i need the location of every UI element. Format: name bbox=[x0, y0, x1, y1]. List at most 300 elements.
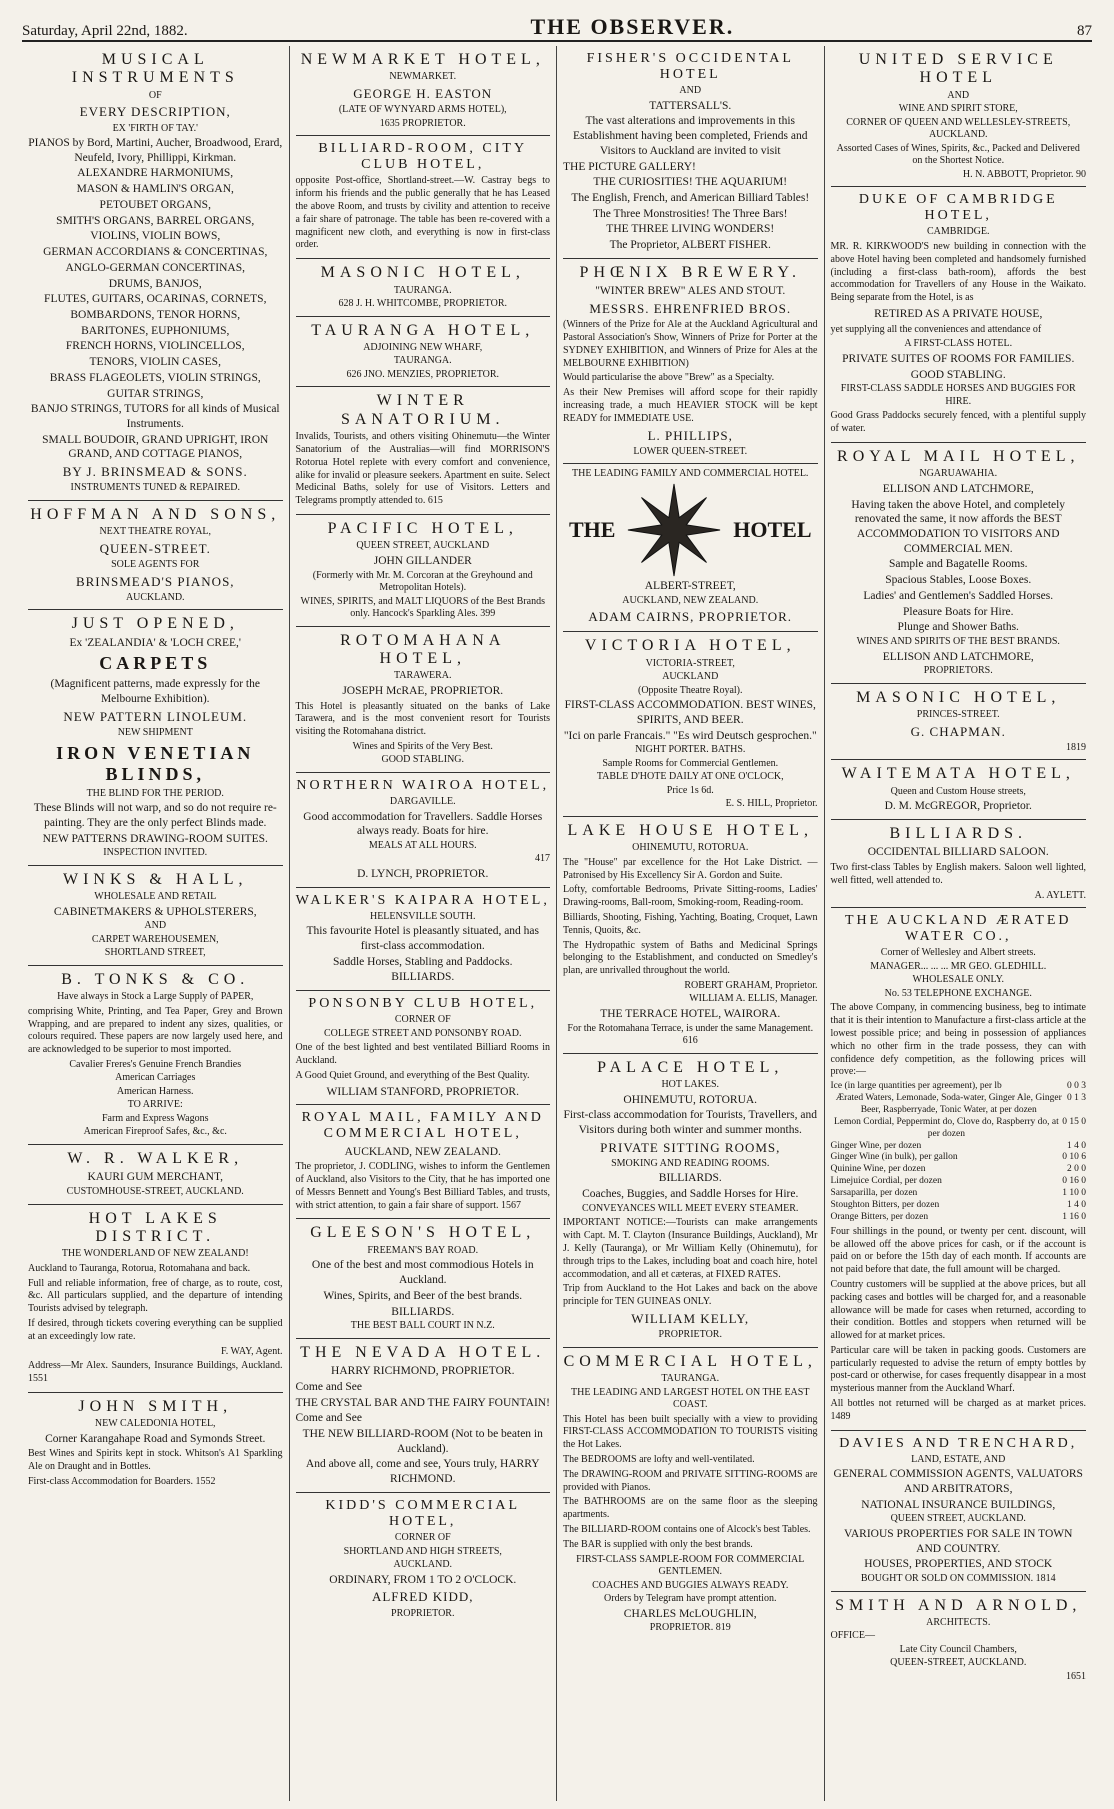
ad-text: HOUSES, PROPERTIES, AND STOCK bbox=[864, 1558, 1053, 1571]
ad-text: L. PHILLIPS, bbox=[647, 427, 733, 443]
ad-text: ELLISON AND LATCHMORE, bbox=[882, 482, 1034, 495]
price-item: Limejuice Cordial, per dozen bbox=[830, 1176, 942, 1187]
ad-text: OHINEMUTU, ROTORUA. bbox=[632, 842, 749, 854]
advertisement bbox=[831, 908, 1087, 1430]
advertisement bbox=[296, 1219, 551, 1338]
advertisement bbox=[563, 1348, 818, 1640]
price-item: Lemon Cordial, Peppermint do, Clove do, Raspberry do, at per dozen bbox=[833, 1116, 1059, 1139]
price-amount: 1 4 0 bbox=[1067, 1140, 1086, 1151]
advertisement bbox=[296, 46, 551, 136]
advertisement bbox=[28, 46, 283, 501]
ad-text: WILLIAM STANFORD, PROPRIETOR. bbox=[326, 1085, 519, 1098]
ad-text: ARCHITECTS. bbox=[926, 1616, 991, 1628]
ad-text: 628 J. H. WHITCOMBE, PROPRIETOR. bbox=[338, 298, 508, 309]
ad-text: Late City Council Chambers, bbox=[899, 1643, 1017, 1655]
ad-text: Come and See bbox=[295, 1380, 362, 1393]
ad-heading: VICTORIA HOTEL, bbox=[584, 637, 796, 655]
ad-text: Ladies' and Gentlemen's Saddled Horses. bbox=[863, 589, 1054, 602]
ad-text: FIRST-CLASS SADDLE HORSES AND BUGGIES FOR HIRE. bbox=[840, 383, 1076, 407]
price-amount: 2 0 0 bbox=[1067, 1164, 1086, 1175]
ad-text: First-class accommodation for Tourists, Travellers, and Visitors during both winter and summer months. bbox=[563, 1109, 818, 1136]
ad-text: PROPRIETORS. bbox=[923, 665, 993, 677]
ad-text: ADJOINING NEW WHARF, bbox=[363, 341, 483, 353]
advertisement bbox=[563, 259, 818, 464]
ad-text: American Harness. bbox=[116, 1085, 194, 1097]
advertisement bbox=[296, 1105, 551, 1219]
ad-text: COLLEGE STREET AND PONSONBY ROAD. bbox=[323, 1027, 522, 1039]
price-item: Stoughton Bitters, per dozen bbox=[830, 1199, 940, 1210]
ad-text: opposite Post-office, Shortland-street.—W. Castray begs to inform his friends and the public generally that he has Leased the above Room, and trusts by civility and attention to receive a fair share of patronage. The table has been re-covered with a magnificent new cloth, and everything is now in first-class order. bbox=[295, 175, 550, 251]
ad-text: A. AYLETT. bbox=[1034, 889, 1086, 901]
ad-text: MANAGER... ... ... MR GEO. GLEDHILL. bbox=[870, 960, 1047, 972]
ad-text: LOWER QUEEN-STREET. bbox=[633, 445, 748, 457]
ad-text: THE PICTURE GALLERY! bbox=[563, 160, 696, 173]
ad-text: Come and See bbox=[295, 1412, 362, 1425]
ad-heading: GLEESON'S HOTEL, bbox=[310, 1224, 536, 1242]
price-item: Sarsaparilla, per dozen bbox=[830, 1188, 918, 1199]
ad-text: 417 bbox=[535, 853, 550, 865]
ad-heading: THE AUCKLAND ÆRATED WATER CO., bbox=[844, 913, 1072, 945]
ad-text: No. 53 TELEPHONE EXCHANGE. bbox=[884, 987, 1032, 999]
price-amount: 1 16 0 bbox=[1062, 1211, 1086, 1222]
ad-text: Have always in Stock a Large Supply of PAPER, bbox=[57, 991, 254, 1003]
emblem-word-left: THE bbox=[569, 516, 616, 542]
advertisement bbox=[831, 760, 1087, 820]
ad-text: MEALS AT ALL HOURS. bbox=[368, 839, 477, 851]
ad-text: TABLE D'HOTE DAILY AT ONE O'CLOCK, bbox=[596, 771, 784, 783]
ad-heading: ROYAL MAIL HOTEL, bbox=[837, 448, 1080, 465]
price-row bbox=[831, 1152, 1087, 1164]
ad-text: IRON VENETIAN BLINDS, bbox=[56, 742, 255, 784]
ad-text: 1651 bbox=[1066, 1670, 1086, 1682]
ad-text: SMITH'S ORGANS, BARREL ORGANS, bbox=[56, 214, 255, 227]
ad-text: BOUGHT OR SOLD ON COMMISSION. 1814 bbox=[860, 1573, 1056, 1585]
ad-text: A Good Quiet Ground, and everything of the Best Quality. bbox=[295, 1069, 530, 1081]
ad-text: Four shillings in the pound, or twenty per cent. discount, will be allowed off the above prices for cash, or if the account is paid on or before the 15th day of each month. If accounts are not paid before that date, the full amount will be charged. bbox=[830, 1225, 1086, 1276]
ad-text: Trip from Auckland to the Hot Lakes and back on the above principle for TEN GUINEAS ONLY. bbox=[563, 1283, 818, 1308]
column-4 bbox=[825, 46, 1093, 1801]
ad-text: THE BLIND FOR THE PERIOD. bbox=[86, 787, 224, 799]
ad-text: WINE AND SPIRIT STORE, bbox=[898, 103, 1018, 115]
advertisement bbox=[28, 966, 283, 1145]
ad-text: OF bbox=[148, 89, 162, 101]
advertisement bbox=[831, 1592, 1087, 1689]
ad-text: ALFRED KIDD, bbox=[371, 1589, 474, 1605]
ad-text: One of the best and most commodious Hotels in Auckland. bbox=[311, 1259, 534, 1287]
ad-text: THE CURIOSITIES! THE AQUARIUM! bbox=[593, 176, 788, 189]
ad-text: SHORTLAND STREET, bbox=[104, 947, 206, 959]
ad-text: OFFICE— bbox=[830, 1630, 875, 1642]
ad-text: Wines and Spirits of the Very Best. bbox=[352, 740, 493, 752]
ad-text: NEW CALEDONIA HOTEL, bbox=[94, 1418, 216, 1430]
ad-text: (LATE OF WYNYARD ARMS HOTEL), bbox=[338, 104, 507, 116]
ad-text: THE NEW BILLIARD-ROOM (Not to be beaten in Auckland). bbox=[302, 1428, 543, 1455]
ad-heading: SMITH AND ARNOLD, bbox=[835, 1596, 1082, 1614]
ad-text: GERMAN ACCORDIANS & CONCERTINAS, bbox=[43, 246, 268, 259]
ad-text: As their New Premises will afford scope for their rapidly increasing trade, a much HEAVIER STOCK will be kept READY for IMMEDIATE USE. bbox=[563, 387, 818, 424]
ad-text: yet supplying all the conveniences and attendance of bbox=[830, 323, 1042, 335]
ad-text: Corner of Wellesley and Albert streets. bbox=[880, 947, 1036, 959]
price-item: Ginger Wine, per dozen bbox=[830, 1140, 922, 1151]
ad-text: (Formerly with Mr. M. Corcoran at the Greyhound and Metropolitan Hotels). bbox=[312, 569, 533, 594]
ad-text: TAURANGA. bbox=[661, 1373, 720, 1385]
ad-text: QUEEN STREET, AUCKLAND. bbox=[890, 1513, 1026, 1525]
advertisement bbox=[296, 1493, 551, 1625]
ad-text: TATTERSALL'S. bbox=[649, 99, 732, 112]
ad-heading: NORTHERN WAIROA HOTEL, bbox=[296, 777, 550, 793]
ad-text: AUCKLAND, NEW ZEALAND. bbox=[344, 1145, 501, 1158]
price-amount: 0 16 0 bbox=[1062, 1176, 1086, 1187]
price-item: Quinine Wine, per dozen bbox=[830, 1164, 926, 1175]
advertisement bbox=[831, 46, 1087, 187]
ad-text: ELLISON AND LATCHMORE, bbox=[882, 650, 1034, 663]
ad-text: THE LEADING AND LARGEST HOTEL ON THE EAST COAST. bbox=[571, 1386, 810, 1411]
ad-text: Good accommodation for Travellers. Saddle Horses always ready. Boats for hire. bbox=[303, 810, 543, 838]
price-row bbox=[831, 1141, 1087, 1153]
ad-text: WILLIAM KELLY, bbox=[631, 1310, 750, 1326]
ad-text: American Fireproof Safes, &c., &c. bbox=[83, 1126, 227, 1138]
price-amount: 0 1 3 bbox=[1067, 1093, 1086, 1104]
ad-text: SHORTLAND AND HIGH STREETS, bbox=[343, 1545, 502, 1557]
ad-text: comprising White, Printing, and Tea Paper, Grey and Brown Wrapping, and are prepared to indent any sizes, qualities, or colours required. These papers are now largely used here, and are acknowledged to be superior to most imported. bbox=[28, 1005, 283, 1056]
ad-text: VARIOUS PROPERTIES FOR SALE IN TOWN AND COUNTRY. bbox=[844, 1527, 1073, 1555]
ad-text: CORNER OF bbox=[394, 1014, 451, 1026]
advertisement bbox=[28, 1393, 283, 1495]
ad-text: Spacious Stables, Loose Boxes. bbox=[885, 574, 1032, 587]
price-row bbox=[831, 1176, 1087, 1188]
advertisement bbox=[296, 627, 551, 773]
price-amount: 0 15 0 bbox=[1062, 1116, 1086, 1127]
ad-text: PROPRIETOR. bbox=[658, 1329, 722, 1341]
ad-text: PRIVATE SITTING ROOMS, bbox=[600, 1139, 781, 1155]
ad-text: CHARLES McLOUGHLIN, bbox=[623, 1607, 757, 1620]
advertisement bbox=[563, 632, 818, 817]
ad-text: These Blinds will not warp, and so do not require re-painting. They are the only perfect Blinds made. bbox=[33, 802, 277, 829]
ad-text: THE WONDERLAND OF NEW ZEALAND! bbox=[61, 1248, 249, 1260]
ad-text: WILLIAM A. ELLIS, Manager. bbox=[689, 993, 818, 1005]
ad-heading: DAVIES AND TRENCHARD, bbox=[839, 1435, 1078, 1451]
ad-text: For the Rotomahana Terrace, is under the same Management. 616 bbox=[567, 1022, 814, 1047]
ad-text: The "House" par excellence for the Hot Lake District. —Patronised by His Excellency Sir A. Gordon and Suite. bbox=[563, 856, 818, 881]
ad-heading: COMMERCIAL HOTEL, bbox=[563, 1352, 817, 1370]
ad-text: WINES, SPIRITS, and MALT LIQUORS of the Best Brands only. Hancock's Sparkling Ales. 399 bbox=[300, 595, 545, 620]
advertisement bbox=[296, 317, 551, 388]
ad-text: The BILLIARD-ROOM contains one of Alcock's best Tables. bbox=[563, 1523, 811, 1535]
ad-text: ALEXANDRE HARMONIUMS, bbox=[77, 167, 234, 180]
ad-heading: ROTOMAHANA HOTEL, bbox=[340, 631, 506, 667]
ad-text: "Ici on parle Francais." "Es wird Deutsch gesprochen." bbox=[563, 729, 817, 742]
price-row bbox=[831, 1117, 1087, 1141]
ad-text: AUCKLAND. bbox=[393, 1559, 453, 1571]
ad-text: Having taken the above Hotel, and completely renovated the same, it now affords the BEST ACCOMMODATION TO VISITORS AND COMMERCIAL MEN. bbox=[851, 498, 1066, 555]
advertisement bbox=[28, 1145, 283, 1205]
ad-text: One of the best lighted and best ventilated Billiard Rooms in Auckland. bbox=[295, 1042, 550, 1067]
ad-text: KAURI GUM MERCHANT, bbox=[87, 1171, 224, 1184]
ad-text: INSTRUMENTS TUNED & REPAIRED. bbox=[70, 482, 240, 494]
ad-text: TO ARRIVE: bbox=[127, 1099, 183, 1111]
ad-text: VIOLINS, VIOLIN BOWS, bbox=[90, 230, 221, 243]
ad-text: COACHES AND BUGGIES ALWAYS READY. bbox=[592, 1579, 789, 1591]
ad-text: Invalids, Tourists, and others visiting Ohinemutu—the Winter Sanatorium of the Australias—will find MORRISON'S Rotorua Hotel replete with every comfort and convenience, alike for invalid or pleasure seekers. Apartment en suite. Select Medicinal Baths, solely for use of Visitors. Letters and Telegrams promptly attended to. 615 bbox=[295, 431, 550, 507]
ad-text: LAND, ESTATE, AND bbox=[911, 1453, 1006, 1465]
ad-heading: UNITED SERVICE HOTEL bbox=[858, 51, 1058, 87]
ad-text: Pleasure Boats for Hire. bbox=[903, 605, 1014, 618]
ad-text: HOT LAKES. bbox=[661, 1079, 720, 1091]
ad-text: TAURANGA. bbox=[393, 284, 452, 296]
ad-text: 1635 PROPRIETOR. bbox=[379, 117, 466, 129]
ad-text: (Winners of the Prize for Ale at the Auckland Agricultural and Pastoral Association's Show, Winners of Prize for Porter at the SYDNEY EXHIBITION, and Winners of Prize for Ales at the MELBOURNE EXHIBITION) bbox=[563, 319, 818, 369]
price-list bbox=[831, 1081, 1087, 1224]
price-row bbox=[831, 1164, 1087, 1176]
ad-text: GEORGE H. EASTON bbox=[353, 85, 493, 101]
column-3 bbox=[557, 46, 825, 1801]
ad-text: SMOKING AND READING ROOMS. bbox=[611, 1157, 770, 1169]
star-emblem-row bbox=[563, 482, 818, 578]
ad-text: JOHN GILLANDER bbox=[373, 554, 472, 567]
ad-text: PIANOS by Bord, Martini, Aucher, Broadwood, Erard, Neufeld, Ivory, Phillippi, Kirkman. bbox=[28, 137, 283, 164]
ad-text: INSPECTION INVITED. bbox=[103, 847, 208, 859]
advertisement bbox=[296, 515, 551, 627]
ad-text: The above Company, in commencing business, beg to intimate that it is their intention to Manufacture a first-class article at the lowest possible price; and being in possession of appliances which no other firm in the trade possess, they can with confidence defy competition, as the following prices will prove:— bbox=[830, 1002, 1086, 1078]
ad-heading: PONSONBY CLUB HOTEL, bbox=[308, 996, 538, 1012]
advertisement bbox=[563, 464, 818, 632]
ad-text: And above all, come and see, Yours truly, HARRY RICHMOND. bbox=[305, 1458, 540, 1486]
ad-text: CARPET WAREHOUSEMEN, bbox=[91, 933, 219, 945]
ad-text: NEW PATTERNS DRAWING-ROOM SUITES. bbox=[42, 832, 268, 845]
page-number: 87 bbox=[1077, 23, 1092, 39]
ad-heading: PALACE HOTEL, bbox=[597, 1058, 784, 1076]
ad-text: All bottles not returned will be charged as at market prices. 1489 bbox=[830, 1398, 1086, 1422]
ad-text: PRINCES-STREET. bbox=[916, 709, 1000, 721]
ad-text: Wines, Spirits, and Beer of the best brands. bbox=[323, 1289, 523, 1302]
ad-heading: FISHER'S OCCIDENTAL HOTEL bbox=[586, 51, 794, 83]
ad-text: Cavalier Freres's Genuine French Brandies bbox=[69, 1058, 242, 1070]
ad-text: NEW PATTERN LINOLEUM. bbox=[63, 708, 248, 724]
ad-text: QUEEN-STREET, AUCKLAND. bbox=[890, 1657, 1027, 1669]
ad-heading: WINKS & HALL, bbox=[62, 870, 248, 888]
ad-text: This favourite Hotel is pleasantly situated, and has first-class accommodation. bbox=[306, 925, 539, 953]
ad-heading: W. R. WALKER, bbox=[67, 1149, 244, 1167]
ad-text: BARITONES, EUPHONIUMS, bbox=[81, 324, 230, 337]
ad-text: SMALL BOUDOIR, GRAND UPRIGHT, IRON GRAND, AND COTTAGE PIANOS, bbox=[42, 433, 269, 461]
advertisement-columns bbox=[22, 46, 1092, 1801]
ad-text: First-class Accommodation for Boarders. 1552 bbox=[28, 1475, 216, 1487]
ad-text: BOMBARDONS, TENOR HORNS, bbox=[70, 308, 241, 321]
newspaper-title: THE OBSERVER. bbox=[530, 14, 735, 39]
ad-text: The Proprietor, ALBERT FISHER. bbox=[609, 239, 771, 252]
advertisement bbox=[296, 387, 551, 515]
ad-text: 1819 bbox=[1066, 741, 1086, 753]
ad-text: NEWMARKET. bbox=[389, 71, 457, 83]
ad-text: American Carriages bbox=[115, 1072, 196, 1084]
ad-text: GOOD STABLING. bbox=[910, 368, 1006, 381]
ad-text: AUCKLAND bbox=[662, 671, 719, 683]
ad-text: Coaches, Buggies, and Saddle Horses for Hire. bbox=[582, 1188, 799, 1201]
advertisement bbox=[563, 46, 818, 259]
ad-text: F. WAY, Agent. bbox=[220, 1345, 283, 1357]
price-amount: 0 10 6 bbox=[1062, 1152, 1086, 1163]
ad-text: AND bbox=[679, 85, 702, 97]
price-item: Orange Bitters, per dozen bbox=[830, 1211, 929, 1222]
ad-heading: HOT LAKES DISTRICT. bbox=[88, 1209, 222, 1245]
ad-text: MASON & HAMLIN'S ORGAN, bbox=[76, 183, 234, 196]
ad-text: TARAWERA. bbox=[393, 670, 452, 682]
ad-text: The DRAWING-ROOM and PRIVATE SITTING-ROOMS are provided with Pianos. bbox=[563, 1468, 818, 1493]
ad-text: D. M. McGREGOR, Proprietor. bbox=[884, 800, 1032, 813]
ad-text: SOLE AGENTS FOR bbox=[111, 559, 200, 571]
ad-text: Orders by Telegram have prompt attention. bbox=[604, 1593, 777, 1605]
price-row bbox=[831, 1200, 1087, 1212]
ad-text: Corner Karangahape Road and Symonds Street. bbox=[45, 1432, 266, 1445]
ad-text: This Hotel is pleasantly situated on the banks of Lake Tarawera, and is the most convenient resort for Tourists visiting the Rotomahana district. bbox=[295, 700, 550, 738]
ad-text: Lofty, comfortable Bedrooms, Private Sitting-rooms, Ladies' Drawing-rooms, Ball-room, Smoking-room, Reading-room. bbox=[563, 884, 818, 909]
advertisement bbox=[831, 187, 1087, 443]
price-amount: 1 4 0 bbox=[1067, 1199, 1086, 1210]
ad-text: GUITAR STRINGS, bbox=[107, 387, 204, 400]
ad-text: CUSTOMHOUSE-STREET, AUCKLAND. bbox=[66, 1186, 244, 1198]
ad-text: 626 JNO. MENZIES, PROPRIETOR. bbox=[346, 368, 500, 380]
ad-text: Good Grass Paddocks securely fenced, with a plentiful supply of water. bbox=[830, 410, 1086, 435]
ad-text: VICTORIA-STREET, bbox=[645, 657, 735, 669]
ad-heading: LAKE HOUSE HOTEL, bbox=[567, 821, 813, 839]
ad-text: Best Wines and Spirits kept in stock. Whitson's A1 Sparkling Ale on Draught and in Bottles. bbox=[28, 1448, 283, 1473]
emblem-word-right: HOTEL bbox=[733, 516, 812, 542]
ad-text: The English, French, and American Billiard Tables! bbox=[571, 192, 810, 204]
ad-heading: MUSICAL INSTRUMENTS bbox=[71, 51, 239, 87]
ad-text: MR. R. KIRKWOOD'S new building in connection with the above Hotel having been completed and handsomely furnished (including a first-class bath-room), affords the best accommodation for Travellers of any House in the Waikato. Being separate from the Hotel, is as bbox=[830, 240, 1086, 304]
ad-text: TENORS, VIOLIN CASES, bbox=[89, 356, 221, 369]
ad-text: BILLIARDS. bbox=[658, 1172, 722, 1185]
ad-text: CAMBRIDGE. bbox=[926, 226, 990, 238]
ad-text: OCCIDENTAL BILLIARD SALOON. bbox=[867, 846, 1049, 859]
ad-text: THE BEST BALL COURT IN N.Z. bbox=[350, 1320, 495, 1332]
ad-text: NEW SHIPMENT bbox=[117, 727, 193, 739]
ad-text: E. S. HILL, Proprietor. bbox=[725, 798, 818, 810]
ad-text: D. LYNCH, PROPRIETOR. bbox=[357, 867, 489, 880]
advertisement bbox=[296, 1339, 551, 1493]
ad-text: FREEMAN'S BAY ROAD. bbox=[367, 1244, 479, 1256]
ad-text: THE THREE LIVING WONDERS! bbox=[606, 223, 775, 236]
ad-text: QUEEN-STREET. bbox=[99, 540, 211, 556]
ad-text: ALBERT-STREET, bbox=[644, 579, 736, 592]
advertisement bbox=[296, 991, 551, 1105]
star-icon bbox=[626, 482, 722, 578]
ad-text: GOOD STABLING. bbox=[381, 754, 465, 766]
ad-text: QUEEN STREET, AUCKLAND bbox=[356, 540, 490, 552]
ad-text: Particular care will be taken in packing goods. Customers are particularly requested to advise the return of empty bottles by post-card or otherwise, for cases frequently disappear in a most mysterious manner from the Auckland Wharf. bbox=[830, 1344, 1086, 1395]
ad-text: AUCKLAND. bbox=[125, 591, 185, 603]
price-item: Ginger Wine (in bulk), per gallon bbox=[830, 1152, 958, 1163]
ad-text: Sample Rooms for Commercial Gentlemen. bbox=[602, 757, 779, 769]
price-item: Ærated Waters, Lemonade, Soda-water, Ginger Ale, Ginger Beer, Raspberryade, Tonic Water, at per dozen bbox=[835, 1093, 1062, 1115]
ad-text: Two first-class Tables by English makers. Saloon well lighted, well fitted, well attended to. bbox=[830, 862, 1086, 886]
ad-text: The Hydropathic system of Baths and Medicinal Springs belonging to the Establishment, and conducted on Smedley's plan, are unrivalled throughout the world. bbox=[563, 939, 818, 977]
ad-heading: KIDD'S COMMERCIAL HOTEL, bbox=[325, 1497, 521, 1529]
ad-text: BILLIARDS. bbox=[391, 971, 455, 984]
price-amount: 1 10 0 bbox=[1062, 1188, 1086, 1199]
ad-text: BY J. BRINSMEAD & SONS. bbox=[62, 464, 248, 480]
ad-heading: WAITEMATA HOTEL, bbox=[841, 765, 1075, 783]
ad-heading: MASONIC HOTEL, bbox=[856, 688, 1061, 706]
ad-text: CABINETMAKERS & UPHOLSTERERS, bbox=[53, 905, 257, 918]
ad-text: Assorted Cases of Wines, Spirits, &c., Packed and Delivered on the Shortest Notice. bbox=[836, 142, 1080, 167]
ad-text: A FIRST-CLASS HOTEL. bbox=[904, 338, 1013, 350]
ad-text: The BATHROOMS are on the same floor as the sleeping apartments. bbox=[563, 1496, 818, 1521]
ad-heading: JOHN SMITH, bbox=[78, 1397, 233, 1415]
ad-heading: WALKER'S KAIPARA HOTEL, bbox=[295, 892, 550, 908]
ad-text: The vast alterations and improvements in this Establishment having been completed, Friends and Visitors to Auckland are invited to visit bbox=[573, 115, 808, 157]
ad-text: Plunge and Shower Baths. bbox=[897, 621, 1019, 634]
masthead bbox=[22, 6, 1092, 42]
ad-heading: NEWMARKET HOTEL, bbox=[300, 51, 545, 68]
ad-text: PROPRIETOR. bbox=[391, 1607, 455, 1619]
ad-text: G. CHAPMAN. bbox=[910, 723, 1006, 739]
ad-text: EX 'FIRTH OF TAY.' bbox=[112, 122, 198, 134]
ad-text: The BEDROOMS are lofty and well-ventilated. bbox=[563, 1454, 755, 1465]
ad-text: RETIRED AS A PRIVATE HOUSE, bbox=[874, 307, 1043, 320]
ad-text: ROBERT GRAHAM, Proprietor. bbox=[684, 979, 818, 991]
advertisement bbox=[296, 259, 551, 316]
ad-text: OHINEMUTU, ROTORUA. bbox=[623, 1093, 758, 1106]
price-amount: 0 0 3 bbox=[1067, 1081, 1086, 1092]
advertisement bbox=[831, 443, 1087, 684]
ad-text: Price 1s 6d. bbox=[666, 784, 714, 796]
ad-text: NATIONAL INSURANCE BUILDINGS, bbox=[861, 1498, 1056, 1511]
ad-text: CORNER OF QUEEN AND WELLESLEY-STREETS, AUCKLAND. bbox=[846, 116, 1071, 141]
advertisement bbox=[296, 136, 551, 259]
ad-text: JOSEPH McRAE, PROPRIETOR. bbox=[342, 684, 504, 697]
advertisement bbox=[563, 1054, 818, 1348]
ad-heading: ROYAL MAIL, FAMILY AND COMMERCIAL HOTEL, bbox=[301, 1110, 544, 1142]
ad-text: The Three Monstrosities! The Three Bars! bbox=[593, 207, 788, 220]
ad-text: Queen and Custom House streets, bbox=[890, 785, 1026, 797]
ad-text: NIGHT PORTER. BATHS. bbox=[635, 744, 746, 756]
ad-text: TAURANGA. bbox=[393, 355, 452, 367]
ad-text: ANGLO-GERMAN CONCERTINAS, bbox=[65, 261, 245, 274]
ad-text: Full and reliable information, free of charge, as to route, cost, &c. All particulars supplied, and the departure of intending Tourists advised by telegraph. bbox=[28, 1277, 283, 1315]
column-1 bbox=[22, 46, 290, 1801]
price-item: Ice (in large quantities per agreement), per lb bbox=[830, 1081, 1002, 1092]
price-row bbox=[831, 1212, 1087, 1224]
ad-text: HARRY RICHMOND, PROPRIETOR. bbox=[331, 1365, 515, 1378]
advertisement bbox=[831, 820, 1087, 908]
ad-heading: BILLIARDS. bbox=[889, 825, 1028, 843]
ad-text: Country customers will be supplied at the above prices, but all packing cases and bottles will be charged for, and a reasonable allowance will be made for cases when returned, according to their condition. Bottles and stoppers when returned will be allowed for at market prices. bbox=[830, 1278, 1086, 1342]
ad-text: MESSRS. EHRENFRIED BROS. bbox=[589, 300, 792, 316]
ad-text: NEXT THEATRE ROYAL, bbox=[99, 526, 212, 538]
ad-text: FIRST-CLASS SAMPLE-ROOM FOR COMMERCIAL GENTLEMEN. bbox=[576, 1553, 805, 1578]
ad-text: BRASS FLAGEOLETS, VIOLIN STRINGS, bbox=[49, 371, 261, 384]
ad-text: Auckland to Tauranga, Rotorua, Rotomahana and back. bbox=[28, 1262, 251, 1274]
ad-text: EVERY DESCRIPTION, bbox=[79, 104, 231, 120]
ad-text: HELENSVILLE SOUTH. bbox=[369, 910, 476, 922]
ad-text: Farm and Express Wagons bbox=[102, 1112, 209, 1124]
advertisement bbox=[28, 1205, 283, 1393]
ad-heading: PHŒNIX BREWERY. bbox=[579, 263, 801, 281]
ad-text: Address—Mr Alex. Saunders, Insurance Buildings, Auckland. 1551 bbox=[28, 1360, 283, 1384]
ad-text: FRENCH HORNS, VIOLINCELLOS, bbox=[65, 340, 245, 353]
ad-heading: BILLIARD-ROOM, CITY CLUB HOTEL, bbox=[318, 141, 528, 173]
ad-text: Billiards, Shooting, Fishing, Yachting, Boating, Croquet, Lawn Tennis, Quoits, &c. bbox=[563, 911, 818, 936]
ad-text: THE TERRACE HOTEL, WAIRORA. bbox=[600, 1007, 781, 1020]
ad-text: BILLIARDS. bbox=[391, 1305, 455, 1318]
ad-text: WINES AND SPIRITS OF THE BEST BRANDS. bbox=[856, 636, 1060, 648]
ad-text: "WINTER BREW" ALES AND STOUT. bbox=[595, 285, 786, 298]
ad-text: THE LEADING FAMILY AND COMMERCIAL HOTEL. bbox=[572, 468, 809, 480]
ad-text: BRINSMEAD'S PIANOS, bbox=[75, 573, 235, 589]
ad-text: PETOUBET ORGANS, bbox=[99, 198, 211, 211]
ad-text: DRUMS, BANJOS, bbox=[108, 277, 202, 290]
